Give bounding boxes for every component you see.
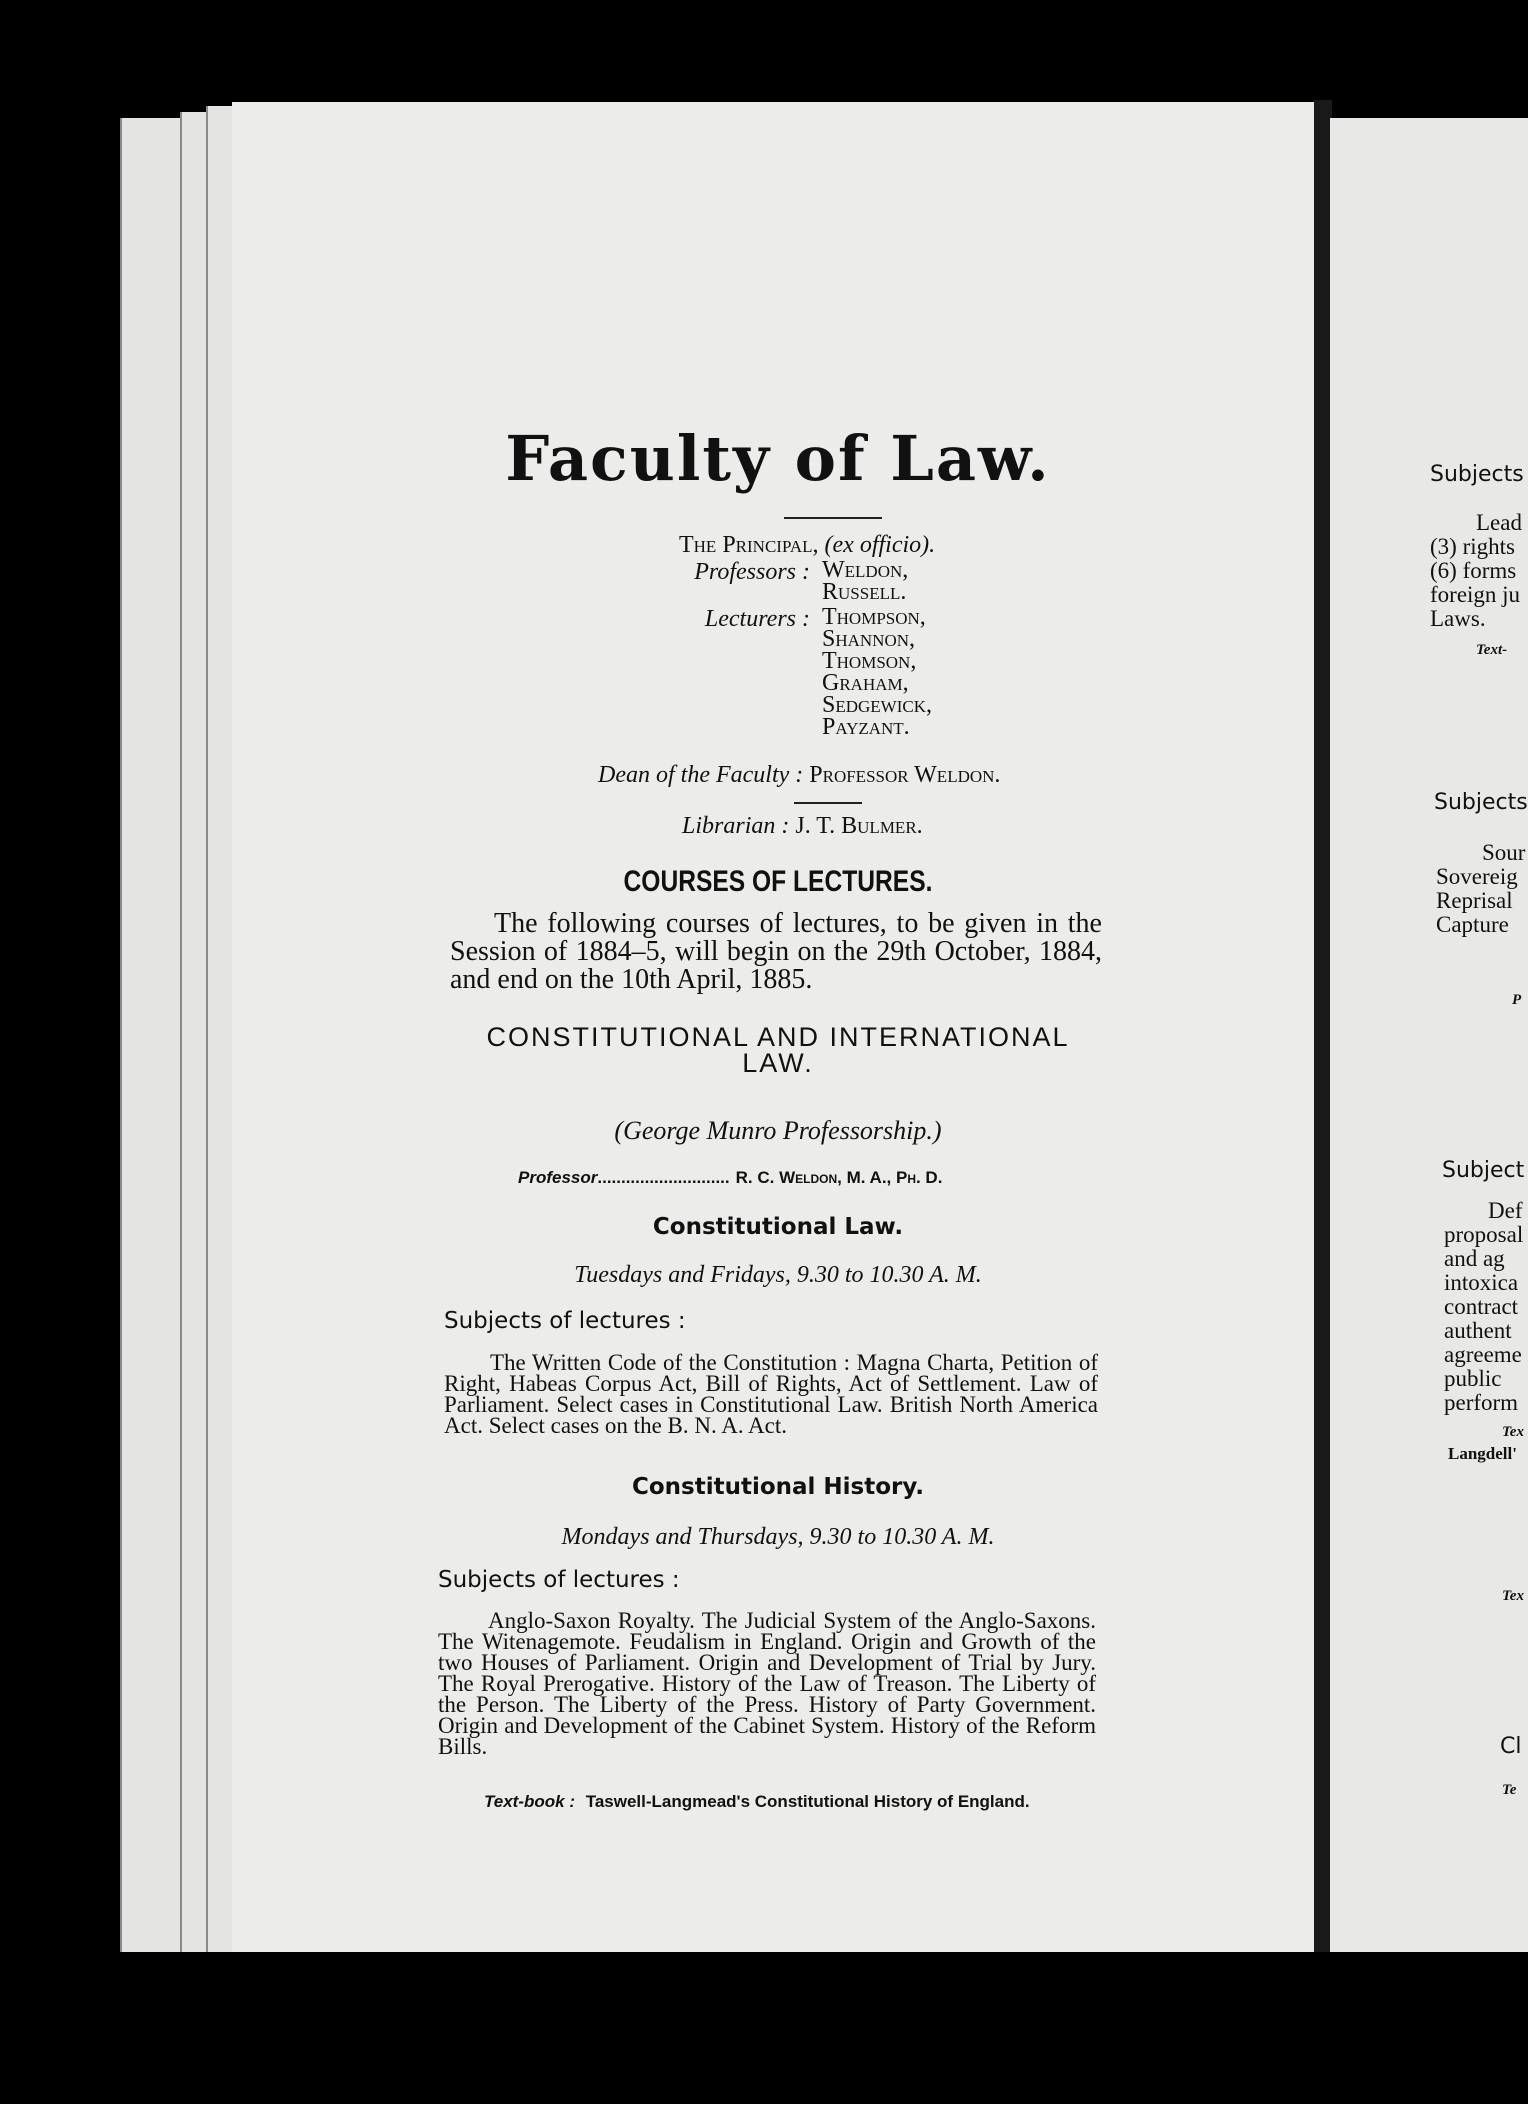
right-text-line: and ag [1444, 1246, 1505, 1271]
right-text-line: agreeme [1444, 1342, 1522, 1367]
right-text-line: public [1444, 1366, 1502, 1391]
textbook-label: Text-book : [484, 1792, 575, 1811]
right-text-line: Te [1502, 1782, 1517, 1798]
right-text-line: Tex [1502, 1588, 1524, 1604]
ex-officio-note: (ex officio). [824, 532, 936, 558]
dean-label: Dean of the Faculty : [598, 762, 804, 788]
dean-rule [794, 802, 862, 804]
section-heading-line1: CONSTITUTIONAL AND INTERNATIONAL [486, 1022, 1070, 1052]
page-title: Faculty of Law. [505, 422, 1051, 495]
professors-list [822, 559, 908, 603]
professors-label: Professors : [694, 559, 810, 585]
lecturer-name: Payzant. [822, 714, 910, 740]
right-text-line: P [1512, 992, 1522, 1008]
right-subjects-heading: Subject [1442, 1158, 1525, 1183]
subjects-label: Subjects of lectures : [444, 1308, 686, 1334]
lecturers-label: Lecturers : [704, 606, 810, 632]
courses-paragraph: The following courses of lectures, to be given in the Session of 1884–5, will begin on the 29th October, 1884, and end on the 10th April, 1885. [450, 908, 1102, 995]
professor-dots: ............................ [597, 1168, 730, 1187]
right-text-line: Reprisal [1436, 888, 1513, 913]
lecturer-name: Sedgewick, [822, 692, 932, 718]
title-rule [784, 517, 882, 519]
section-heading [232, 1024, 1324, 1076]
professorship-note: (George Munro Professorship.) [614, 1116, 942, 1145]
professor-name: Russell. [822, 579, 907, 605]
right-text-line: foreign ju [1430, 582, 1521, 607]
librarian-value: J. T. Bulmer. [795, 813, 923, 839]
left-page [232, 102, 1324, 1952]
course-description: Anglo-Saxon Royalty. The Judicial System of the Anglo-Saxons. The Witenagemote. Feudalism in England. Origin and Growth of the two Houses of Parliament. Origin and Development of Trial by Jury. The Royal Prerogative. History of the Law of Treason. The Liberty of the Person. The Liberty of the Press. History of Party Government. Origin and Development of the Cabinet System. History of the Reform Bills. [438, 1608, 1096, 1759]
right-text-line: Sovereig [1436, 864, 1518, 889]
professor-line [518, 1168, 942, 1188]
right-text-line: Sour [1482, 840, 1526, 865]
section-heading-line2: LAW. [742, 1048, 814, 1078]
right-text-line: Langdell' [1448, 1444, 1517, 1463]
professor-name: Weldon, [822, 557, 909, 583]
right-text-line: Def [1488, 1198, 1523, 1223]
right-text-line: proposal [1444, 1222, 1524, 1247]
right-text-line: Capture [1436, 912, 1509, 937]
right-text-line: authent [1444, 1318, 1512, 1343]
course-schedule: Tuesdays and Fridays, 9.30 to 10.30 A. M. [574, 1262, 982, 1288]
lecturers-list [822, 606, 932, 738]
dean-line [598, 762, 1000, 789]
right-text-line: Cl [1500, 1734, 1522, 1759]
lecturer-name: Graham, [822, 670, 909, 696]
course-title: Constitutional Law. [652, 1214, 904, 1240]
right-text-line: Text- [1476, 642, 1508, 658]
right-text-line: Lead [1476, 510, 1522, 535]
right-subjects-heading: Subjects [1430, 462, 1524, 487]
lecturer-name: Thompson, [822, 604, 926, 630]
lecturer-name: Shannon, [822, 626, 916, 652]
courses-heading: COURSES OF LECTURES. [623, 865, 933, 898]
librarian-line [682, 813, 923, 840]
textbook-line [484, 1792, 1030, 1812]
subjects-label: Subjects of lectures : [438, 1567, 680, 1593]
lecturer-name: Thomson, [822, 648, 917, 674]
course-title: Constitutional History. [631, 1474, 925, 1500]
dean-value: Professor Weldon. [809, 762, 1001, 788]
right-text-line: Tex [1502, 1424, 1524, 1440]
course-schedule: Mondays and Thursdays, 9.30 to 10.30 A. M. [561, 1524, 995, 1550]
principal-line [679, 532, 935, 559]
librarian-label: Librarian : [682, 813, 790, 839]
right-text-line: perform [1444, 1390, 1519, 1415]
professor-label: Professor [518, 1168, 598, 1187]
right-text-line: (3) rights [1430, 534, 1515, 559]
principal-name: The Principal, [679, 532, 819, 558]
textbook-title: Taswell-Langmead's Constitutional History of England. [585, 1792, 1030, 1811]
right-page [1330, 118, 1528, 1952]
professor-name-full: R. C. Weldon, M. A., Ph. D. [735, 1168, 943, 1187]
right-text-line: contract [1444, 1294, 1519, 1319]
right-subjects-heading: Subjects [1434, 790, 1528, 815]
course-description: The Written Code of the Constitution : Magna Charta, Petition of Right, Habeas Corpus Act, Bill of Rights, Act of Settlement. Law of Parliament. Select cases in Constitutional Law. British North America Act. Select cases on the B. N. A. Act. [444, 1350, 1098, 1438]
right-text-line: intoxica [1444, 1270, 1519, 1295]
right-text-line: (6) forms [1430, 558, 1517, 583]
right-text-line: Laws. [1430, 606, 1486, 631]
